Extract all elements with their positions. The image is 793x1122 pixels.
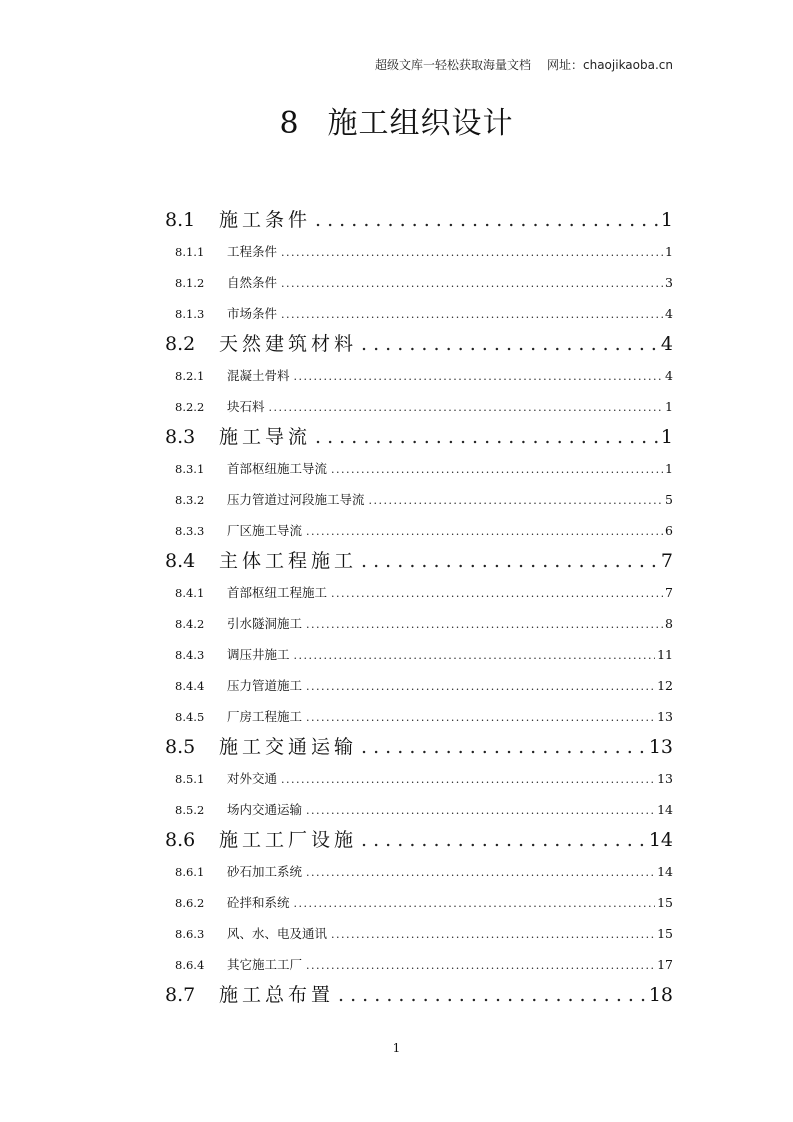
- toc-entry-page: 4: [665, 306, 673, 321]
- toc-entry-page: 12: [657, 678, 673, 693]
- toc-entry-page: 15: [657, 926, 673, 941]
- toc-subsection-entry[interactable]: [165, 949, 673, 980]
- toc-entry-page: 7: [665, 585, 673, 600]
- toc-dot-leader: [361, 329, 659, 360]
- toc-entry-page: 13: [648, 736, 673, 758]
- toc-entry-label: [165, 732, 357, 763]
- toc-entry-text: 压力管道过河段施工导流: [227, 492, 365, 507]
- toc-section-entry[interactable]: [165, 732, 673, 763]
- toc-dot-leader: [338, 980, 647, 1011]
- toc-subsection-entry[interactable]: [165, 701, 673, 732]
- toc-entry-text: 工程条件: [227, 244, 278, 259]
- toc-dot-leader: [306, 516, 663, 546]
- toc-entry-text: 引水隧洞施工: [227, 616, 303, 631]
- toc-entry-label: [175, 391, 265, 422]
- toc-entry-label: [175, 298, 277, 329]
- toc-subsection-entry[interactable]: [165, 453, 673, 484]
- toc-entry-page: 13: [657, 771, 673, 786]
- chapter-number: 8: [279, 106, 300, 141]
- toc-entry-label: [175, 267, 277, 298]
- toc-entry-text: 压力管道施工: [227, 678, 303, 693]
- header-site: 超级文库一轻松获取海量文档: [374, 58, 531, 72]
- toc-entry-label: [165, 422, 311, 453]
- toc-entry-label: [175, 484, 365, 515]
- toc-entry-label: [175, 360, 290, 391]
- toc-entry-number: 8.6.3: [175, 927, 205, 941]
- toc-entry-text: 厂房工程施工: [227, 709, 303, 724]
- toc-entry-page: 8: [665, 616, 673, 631]
- toc-entry-text: 施工交通运输: [219, 736, 358, 758]
- document-title: [0, 98, 793, 142]
- toc-entry-number: 8.6.2: [175, 896, 205, 910]
- toc-entry-number: 8.6.4: [175, 958, 205, 972]
- toc-entry-number: 8.4.5: [175, 710, 205, 724]
- toc-entry-number: 8.5.1: [175, 772, 205, 786]
- toc-entry-page: 1: [660, 426, 673, 448]
- toc-dot-leader: [294, 361, 664, 391]
- toc-entry-text: 厂区施工导流: [227, 523, 303, 538]
- toc-entry-label: [165, 825, 357, 856]
- toc-dot-leader: [331, 578, 663, 608]
- toc-entry-page: 7: [660, 550, 673, 572]
- toc-entry-label: [175, 670, 302, 701]
- toc-entry-number: 8.2: [165, 333, 196, 355]
- toc-dot-leader: [361, 732, 647, 763]
- toc-entry-text: 天然建筑材料: [219, 333, 358, 355]
- toc-subsection-entry[interactable]: [165, 360, 673, 391]
- toc-dot-leader: [281, 299, 663, 329]
- toc-dot-leader: [294, 888, 656, 918]
- toc-entry-label: [165, 546, 357, 577]
- toc-entry-text: 施工总布置: [219, 984, 335, 1006]
- toc-entry-page: 1: [665, 399, 673, 414]
- toc-entry-text: 砂石加工系统: [227, 864, 303, 879]
- toc-entry-page: 1: [665, 244, 673, 259]
- toc-dot-leader: [306, 950, 655, 980]
- toc-entry-page: 4: [665, 368, 673, 383]
- chapter-title: 施工组织设计: [327, 106, 514, 141]
- toc-dot-leader: [306, 702, 655, 732]
- toc-entry-label: [175, 236, 277, 267]
- toc-entry-number: 8.2.2: [175, 400, 205, 414]
- toc-subsection-entry[interactable]: [165, 887, 673, 918]
- toc-subsection-entry[interactable]: [165, 515, 673, 546]
- toc-entry-page: 1: [660, 209, 673, 231]
- toc-entry-text: 施工导流: [219, 426, 312, 448]
- header-url[interactable]: 网址：chaojikaoba.cn: [547, 58, 673, 72]
- toc-subsection-entry[interactable]: [165, 298, 673, 329]
- table-of-contents: [165, 205, 673, 1011]
- toc-dot-leader: [281, 268, 663, 298]
- toc-entry-page: 15: [657, 895, 673, 910]
- toc-entry-page: 17: [657, 957, 673, 972]
- toc-entry-label: [175, 639, 290, 670]
- toc-entry-number: 8.5.2: [175, 803, 205, 817]
- toc-dot-leader: [306, 609, 663, 639]
- toc-entry-number: 8.3.2: [175, 493, 205, 507]
- toc-entry-text: 施工条件: [219, 209, 312, 231]
- toc-entry-label: [175, 887, 290, 918]
- toc-entry-text: 场内交通运输: [227, 802, 303, 817]
- toc-entry-number: 8.4.1: [175, 586, 205, 600]
- toc-entry-number: 8.6.1: [175, 865, 205, 879]
- toc-entry-text: 施工工厂设施: [219, 829, 358, 851]
- toc-entry-text: 首部枢纽施工导流: [227, 461, 328, 476]
- toc-subsection-entry[interactable]: [165, 794, 673, 825]
- toc-subsection-entry[interactable]: [165, 391, 673, 422]
- page-header: [375, 56, 673, 73]
- toc-entry-page: 14: [657, 864, 673, 879]
- toc-dot-leader: [315, 205, 659, 236]
- toc-entry-label: [175, 918, 327, 949]
- toc-entry-label: [175, 763, 277, 794]
- toc-dot-leader: [281, 764, 655, 794]
- page-number: 1: [392, 1041, 401, 1055]
- toc-entry-text: 砼拌和系统: [227, 895, 290, 910]
- toc-entry-label: [175, 453, 327, 484]
- toc-entry-page: 5: [665, 492, 673, 507]
- toc-entry-page: 14: [657, 802, 673, 817]
- toc-entry-page: 4: [660, 333, 673, 355]
- toc-entry-label: [175, 608, 302, 639]
- toc-entry-number: 8.3.3: [175, 524, 205, 538]
- toc-entry-number: 8.5: [165, 736, 196, 758]
- toc-section-entry[interactable]: [165, 825, 673, 856]
- toc-entry-number: 8.1.1: [175, 245, 205, 259]
- toc-section-entry[interactable]: [165, 546, 673, 577]
- toc-section-entry[interactable]: [165, 422, 673, 453]
- toc-entry-label: [175, 856, 302, 887]
- toc-dot-leader: [331, 454, 663, 484]
- toc-subsection-entry[interactable]: [165, 856, 673, 887]
- toc-entry-label: [175, 577, 327, 608]
- toc-dot-leader: [331, 919, 655, 949]
- toc-subsection-entry[interactable]: [165, 670, 673, 701]
- toc-section-entry[interactable]: [165, 329, 673, 360]
- toc-entry-text: 对外交通: [227, 771, 278, 786]
- toc-entry-page: 3: [665, 275, 673, 290]
- toc-entry-text: 首部枢纽工程施工: [227, 585, 328, 600]
- toc-entry-number: 8.4.2: [175, 617, 205, 631]
- toc-dot-leader: [294, 640, 656, 670]
- toc-entry-label: [165, 205, 311, 236]
- toc-entry-label: [165, 329, 357, 360]
- toc-dot-leader: [306, 795, 655, 825]
- toc-entry-text: 市场条件: [227, 306, 278, 321]
- toc-dot-leader: [361, 825, 647, 856]
- toc-entry-page: 6: [665, 523, 673, 538]
- toc-entry-text: 风、水、电及通讯: [227, 926, 328, 941]
- toc-entry-number: 8.4.4: [175, 679, 205, 693]
- toc-entry-number: 8.4.3: [175, 648, 205, 662]
- toc-dot-leader: [306, 857, 655, 887]
- toc-entry-page: 14: [648, 829, 673, 851]
- toc-subsection-entry[interactable]: [165, 267, 673, 298]
- toc-entry-number: 8.7: [165, 984, 196, 1006]
- toc-entry-number: 8.4: [165, 550, 196, 572]
- toc-entry-page: 1: [665, 461, 673, 476]
- toc-subsection-entry[interactable]: [165, 639, 673, 670]
- toc-entry-page: 11: [657, 647, 673, 662]
- toc-entry-number: 8.6: [165, 829, 196, 851]
- toc-entry-page: 13: [657, 709, 673, 724]
- toc-subsection-entry[interactable]: [165, 484, 673, 515]
- toc-entry-text: 自然条件: [227, 275, 278, 290]
- toc-entry-text: 混凝土骨料: [227, 368, 290, 383]
- toc-entry-label: [175, 949, 302, 980]
- toc-subsection-entry[interactable]: [165, 577, 673, 608]
- toc-entry-label: [175, 701, 302, 732]
- toc-entry-number: 8.1.2: [175, 276, 205, 290]
- toc-entry-text: 其它施工工厂: [227, 957, 303, 972]
- toc-dot-leader: [269, 392, 664, 422]
- toc-entry-number: 8.2.1: [175, 369, 205, 383]
- toc-subsection-entry[interactable]: [165, 763, 673, 794]
- toc-dot-leader: [281, 237, 663, 267]
- toc-section-entry[interactable]: [165, 205, 673, 236]
- toc-dot-leader: [369, 485, 664, 515]
- toc-dot-leader: [361, 546, 659, 577]
- toc-dot-leader: [315, 422, 659, 453]
- toc-dot-leader: [306, 671, 655, 701]
- toc-subsection-entry[interactable]: [165, 236, 673, 267]
- toc-entry-number: 8.3: [165, 426, 196, 448]
- toc-entry-number: 8.1.3: [175, 307, 205, 321]
- toc-entry-label: [175, 515, 302, 546]
- toc-entry-number: 8.1: [165, 209, 196, 231]
- toc-entry-text: 块石料: [227, 399, 265, 414]
- toc-entry-label: [165, 980, 334, 1011]
- toc-subsection-entry[interactable]: [165, 608, 673, 639]
- toc-entry-page: 18: [648, 984, 673, 1006]
- toc-subsection-entry[interactable]: [165, 918, 673, 949]
- toc-entry-text: 调压井施工: [227, 647, 290, 662]
- toc-entry-label: [175, 794, 302, 825]
- toc-entry-number: 8.3.1: [175, 462, 205, 476]
- toc-entry-text: 主体工程施工: [219, 550, 358, 572]
- toc-section-entry[interactable]: [165, 980, 673, 1011]
